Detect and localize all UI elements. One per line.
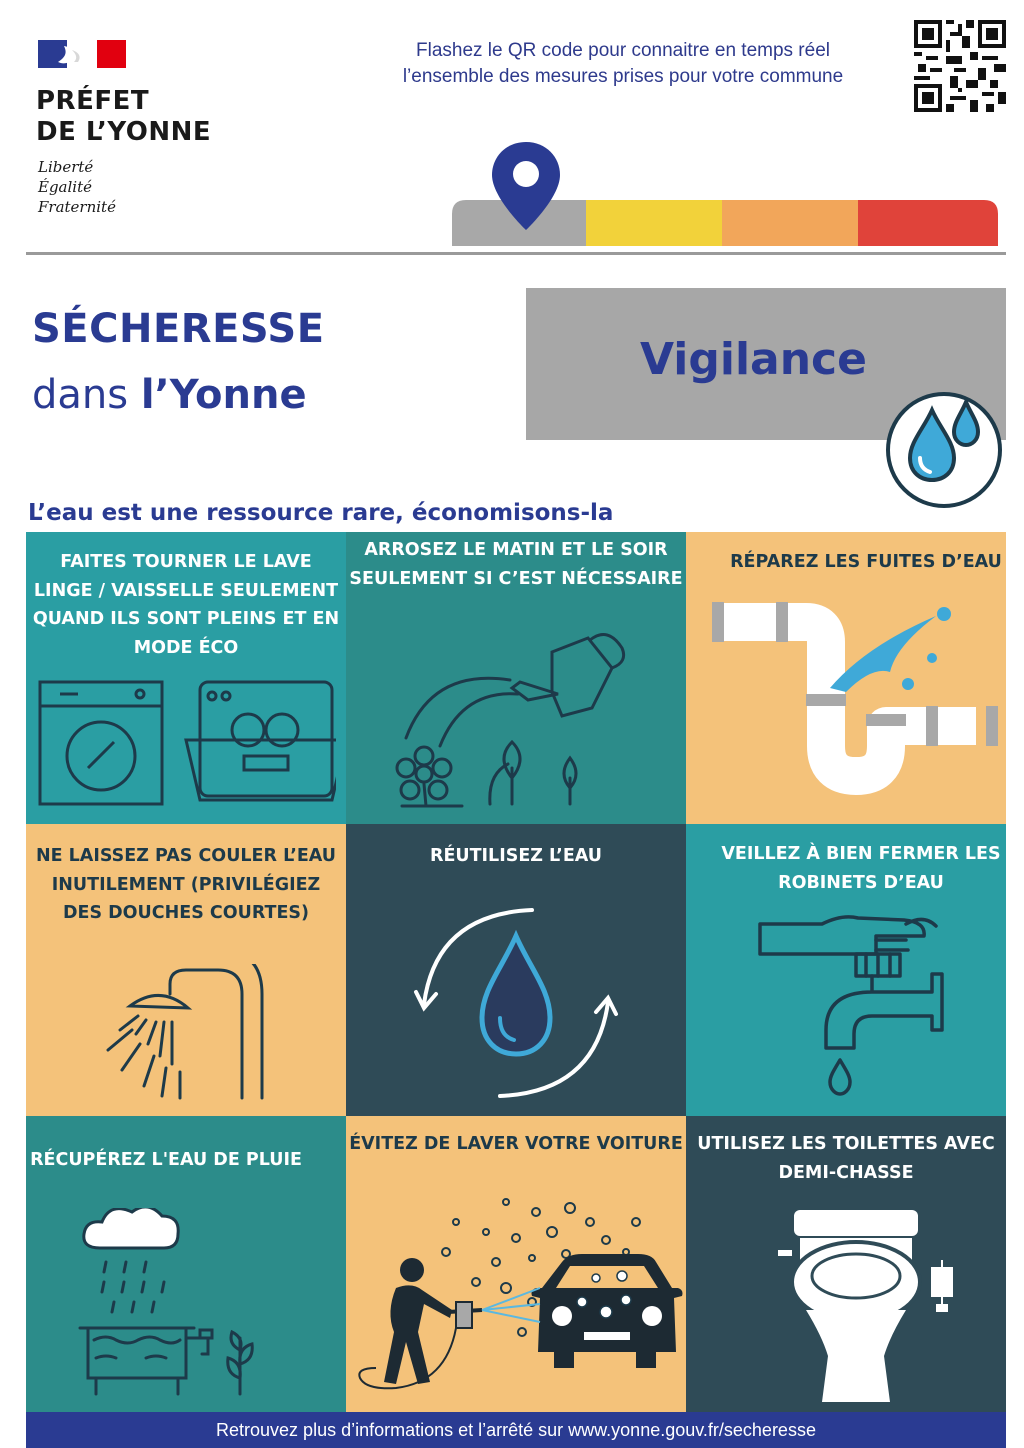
prefecture-name (36, 86, 211, 148)
tip-card-shower (26, 824, 346, 1116)
location-pin-icon (486, 140, 566, 232)
tip-text-shower: NE LAISSEZ PAS COULER L’EAU INUTILEMENT (PRIVILÉGIEZ DES DOUCHES COURTES) (35, 846, 337, 923)
tip-card-leaks (686, 532, 1006, 824)
qr-instructions-line-1: Flashez le QR code pour connaitre en temps réel (416, 40, 830, 61)
recycle-drop-icon (396, 898, 636, 1108)
tip-card-taps (686, 824, 1006, 1116)
tip-text-toilet: UTILISEZ LES TOILETTES AVEC DEMI-CHASSE (697, 1134, 995, 1183)
motto-fraternite: Fraternité (38, 198, 116, 216)
motto-liberte: Liberté (38, 158, 94, 176)
tip-text-rain: RÉCUPÉREZ L'EAU DE PLUIE (30, 1150, 302, 1170)
rain-collector-icon (76, 1208, 296, 1398)
tip-text-leaks: RÉPAREZ LES FUITES D’EAU (730, 552, 1002, 572)
page-title: SÉCHERESSE (32, 306, 325, 352)
marianne-flag-logo (38, 40, 126, 68)
tip-card-rain (26, 1116, 346, 1412)
tip-text-watering: ARROSEZ LE MATIN ET LE SOIR SEULEMENT SI C’EST NÉCESSAIRE (349, 540, 683, 589)
scale-segment-yellow (586, 200, 722, 246)
prefecture-line-2: DE L’YONNE (36, 117, 212, 147)
header-divider (26, 252, 1006, 255)
tap-hand-icon (756, 910, 976, 1100)
tip-card-washing (26, 532, 346, 824)
footer-link-text[interactable]: Retrouvez plus d’informations et l’arrêté sur www.yonne.gouv.fr/secheresse (216, 1420, 816, 1440)
subtitle-prefix: dans (32, 372, 141, 418)
alert-level-label: Vigilance (640, 334, 867, 385)
washing-machine-dishwasher-icon (36, 676, 336, 806)
qr-instructions-line-2: l’ensemble des mesures prises pour votre commune (402, 66, 844, 87)
tip-text-washing: FAITES TOURNER LE LAVE LINGE / VAISSELLE SEULEMENT QUAND ILS SONT PLEINS ET EN MODE ÉCO (32, 552, 340, 658)
subtitle-department: l’Yonne (140, 372, 307, 418)
scale-segment-orange (722, 200, 858, 246)
scale-segment-red (858, 200, 998, 246)
leaking-pipe-icon (696, 596, 1006, 816)
car-wash-icon (356, 1192, 686, 1402)
toilet-icon (766, 1206, 966, 1406)
tip-text-reuse: RÉUTILISEZ L’EAU (429, 846, 603, 866)
tips-grid (26, 532, 1006, 1412)
shower-icon (76, 964, 306, 1104)
tip-card-car (346, 1116, 686, 1412)
republic-motto (38, 157, 116, 217)
water-drops-icon (874, 390, 1002, 510)
tip-card-reuse (346, 824, 686, 1116)
prefecture-line-1: PRÉFET (36, 86, 150, 116)
footer-banner (26, 1412, 1006, 1448)
tip-text-car: ÉVITEZ DE LAVER VOTRE VOITURE (349, 1134, 683, 1154)
qr-code[interactable] (914, 20, 1006, 112)
tagline: L’eau est une ressource rare, économisons-la (28, 500, 614, 526)
watering-can-icon (392, 628, 652, 808)
tip-text-taps: VEILLEZ À BIEN FERMER LES ROBINETS D’EAU (721, 844, 1001, 893)
tip-card-toilet (686, 1116, 1006, 1412)
tip-card-watering (346, 532, 686, 824)
page-subtitle (32, 372, 307, 418)
motto-egalite: Égalité (38, 178, 92, 196)
qr-instructions (330, 38, 916, 90)
